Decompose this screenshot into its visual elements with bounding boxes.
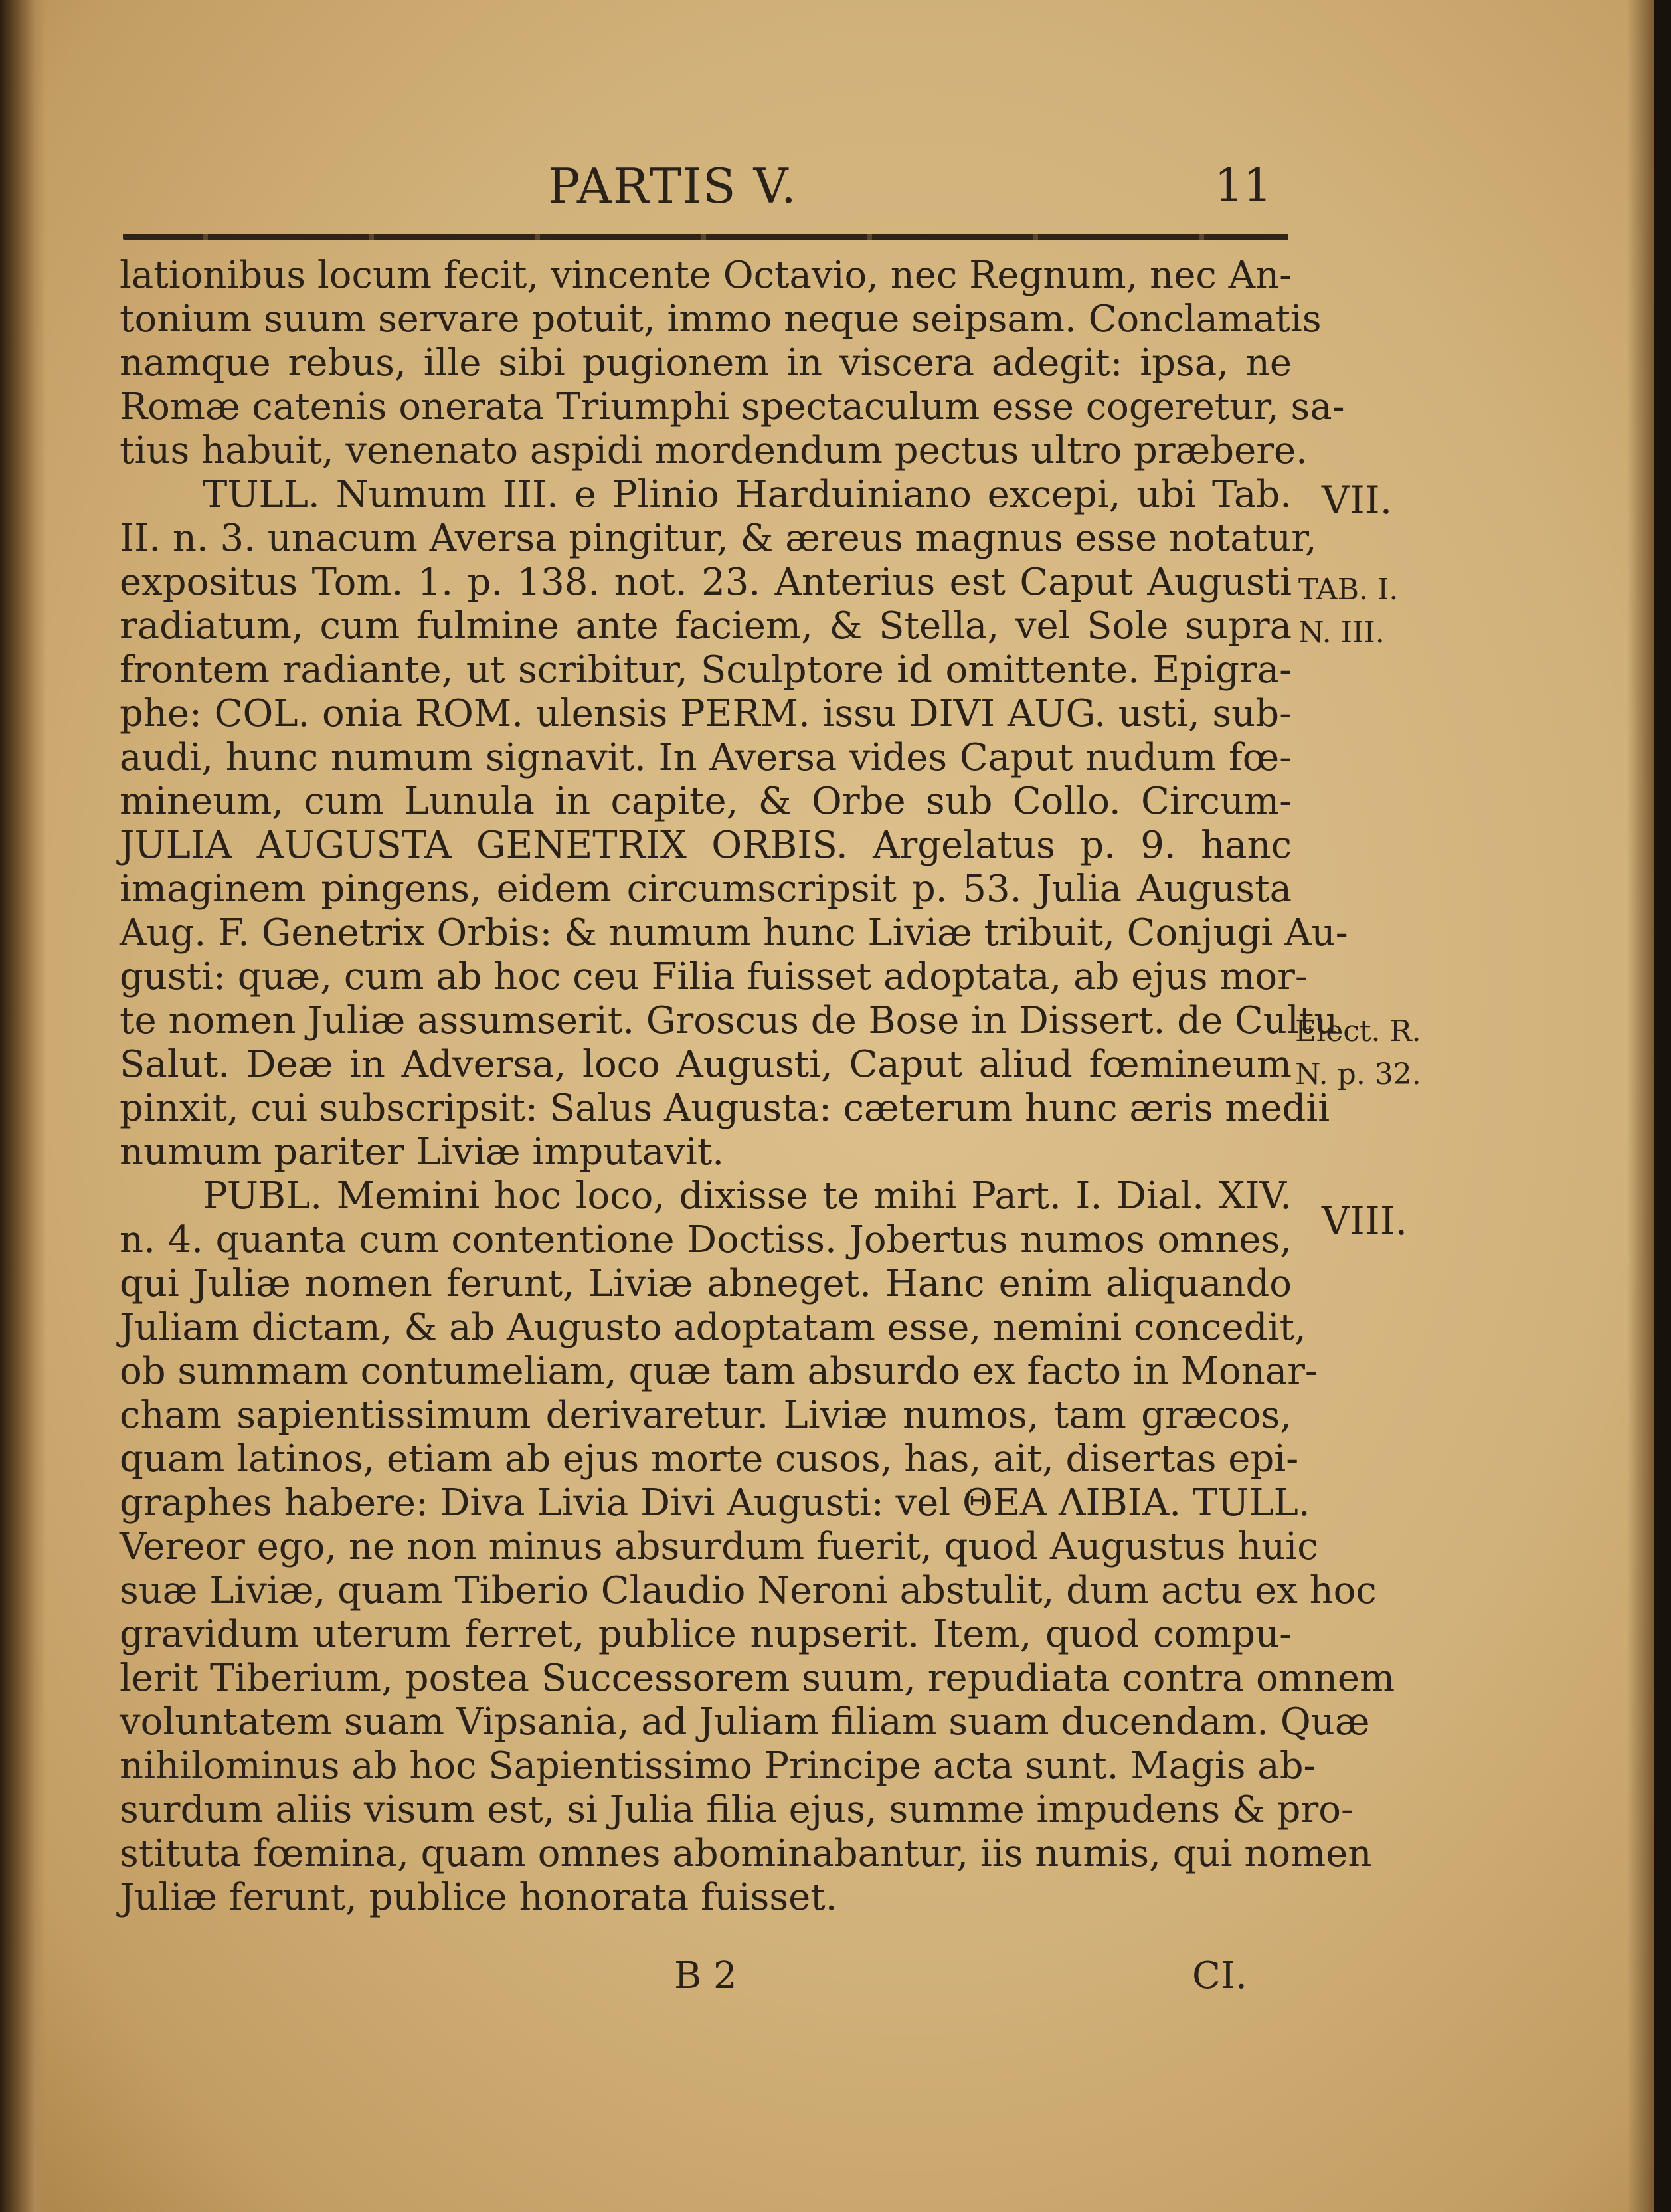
text-line: Aug. F. Genetrix Orbis: & numum hunc Liviæ tribuit, Conjugi Au- [120, 911, 1348, 955]
text-line: phe: COL. onia ROM. ulensis PERM. issu DIVI AUG. usti, sub- [120, 692, 1292, 735]
page-header [120, 153, 1295, 226]
text-line: PUBL. Memini hoc loco, dixisse te mihi Part. I. Dial. XIV. [203, 1174, 1292, 1218]
text-line: surdum aliis visum est, si Julia filia ejus, summe impudens & pro- [120, 1788, 1354, 1831]
text-line: quam latinos, etiam ab ejus morte cusos, has, ait, disertas epi- [120, 1437, 1299, 1481]
margin-note-viii: VIII. [1322, 1198, 1408, 1244]
signature-mark: B 2 [674, 1954, 737, 1997]
text-line: lerit Tiberium, postea Successorem suum, repudiata contra omnem [120, 1657, 1395, 1700]
text-line: radiatum, cum fulmine ante faciem, & Stella, vel Sole supra [120, 604, 1292, 648]
text-line: Juliæ ferunt, publice honorata fuisset. [120, 1876, 837, 1919]
text-line: tonium suum servare potuit, immo neque seipsam. Conclamatis [120, 298, 1322, 341]
text-line: te nomen Juliæ assumserit. Groscus de Bose in Dissert. de Cultu [120, 999, 1338, 1042]
text-line: lationibus locum fecit, vincente Octavio, nec Regnum, nec An- [120, 254, 1292, 297]
text-line: TULL. Numum III. e Plinio Harduiniano excepi, ubi Tab. [203, 473, 1292, 516]
text-line: namque rebus, ille sibi pugionem in viscera adegit: ipsa, ne [120, 341, 1292, 385]
text-line: ob summam contumeliam, quæ tam absurdo ex facto in Monar- [120, 1350, 1318, 1393]
text-line: pinxit, cui subscripsit: Salus Augusta: cæterum hunc æris medii [120, 1087, 1330, 1130]
margin-note-n: N. III. [1298, 616, 1385, 650]
text-line: voluntatem suam Vipsania, ad Juliam filiam suam ducendam. Quæ [120, 1701, 1370, 1744]
text-line: cham sapientissimum derivaretur. Liviæ numos, tam græcos, [120, 1394, 1292, 1437]
margin-note-elect: Elect. R. [1295, 1014, 1421, 1048]
page-edge [1627, 0, 1654, 2212]
text-line: stituta fœmina, quam omnes abominabantur, iis numis, qui nomen [120, 1832, 1372, 1875]
header-rule [123, 234, 1288, 240]
margin-note-tab: TAB. I. [1298, 573, 1399, 606]
catchword: CI. [1192, 1954, 1247, 1997]
text-line: mineum, cum Lunula in capite, & Orbe sub Collo. Circum- [120, 780, 1292, 823]
text-line: expositus Tom. 1. p. 138. not. 23. Anterius est Caput Augusti [120, 561, 1292, 604]
page-number: 11 [1214, 159, 1272, 212]
book-gutter [0, 0, 46, 2212]
text-line: II. n. 3. unacum Aversa pingitur, & æreus magnus esse notatur, [120, 517, 1317, 560]
text-line: frontem radiante, ut scribitur, Sculptore id omittente. Epigra- [120, 648, 1292, 691]
text-line: n. 4. quanta cum contentione Doctiss. Jobertus numos omnes, [120, 1218, 1292, 1261]
text-line: imaginem pingens, eidem circumscripsit p. 53. Julia Augusta [120, 868, 1292, 911]
text-line: nihilominus ab hoc Sapientissimo Principe acta sunt. Magis ab- [120, 1744, 1316, 1788]
text-line: gravidum uterum ferret, publice nupserit. Item, quod compu- [120, 1613, 1292, 1656]
margin-note-np: N. p. 32. [1295, 1058, 1421, 1091]
page-footer [120, 1950, 1292, 2003]
text-line: qui Juliæ nomen ferunt, Liviæ abneget. Hanc enim aliquando [120, 1262, 1292, 1305]
text-line: tius habuit, venenato aspidi mordendum pectus ultro præbere. [120, 429, 1308, 472]
text-line: JULIA AUGUSTA GENETRIX ORBIS. Argelatus p. 9. hanc [120, 824, 1292, 867]
text-line: Juliam dictam, & ab Augusto adoptatam esse, nemini concedit, [120, 1306, 1306, 1349]
text-line: audi, hunc numum signavit. In Aversa vides Caput nudum fœ- [120, 736, 1292, 779]
running-title: PARTIS V. [548, 158, 798, 214]
text-line: suæ Liviæ, quam Tiberio Claudio Neroni abstulit, dum actu ex hoc [120, 1569, 1377, 1612]
text-line: Vereor ego, ne non minus absurdum fuerit, quod Augustus huic [120, 1525, 1318, 1568]
text-line: gusti: quæ, cum ab hoc ceu Filia fuisset adoptata, ab ejus mor- [120, 955, 1308, 998]
text-line: graphes habere: Diva Livia Divi Augusti: vel ΘΕΑ ΛΙΒΙΑ. TULL. [120, 1481, 1310, 1524]
text-line: Salut. Deæ in Adversa, loco Augusti, Caput aliud fœmineum [120, 1043, 1292, 1086]
text-line: numum pariter Liviæ imputavit. [120, 1131, 725, 1174]
margin-note-vii: VII. [1322, 478, 1393, 523]
text-line: Romæ catenis onerata Triumphi spectaculum esse cogeretur, sa- [120, 385, 1345, 428]
